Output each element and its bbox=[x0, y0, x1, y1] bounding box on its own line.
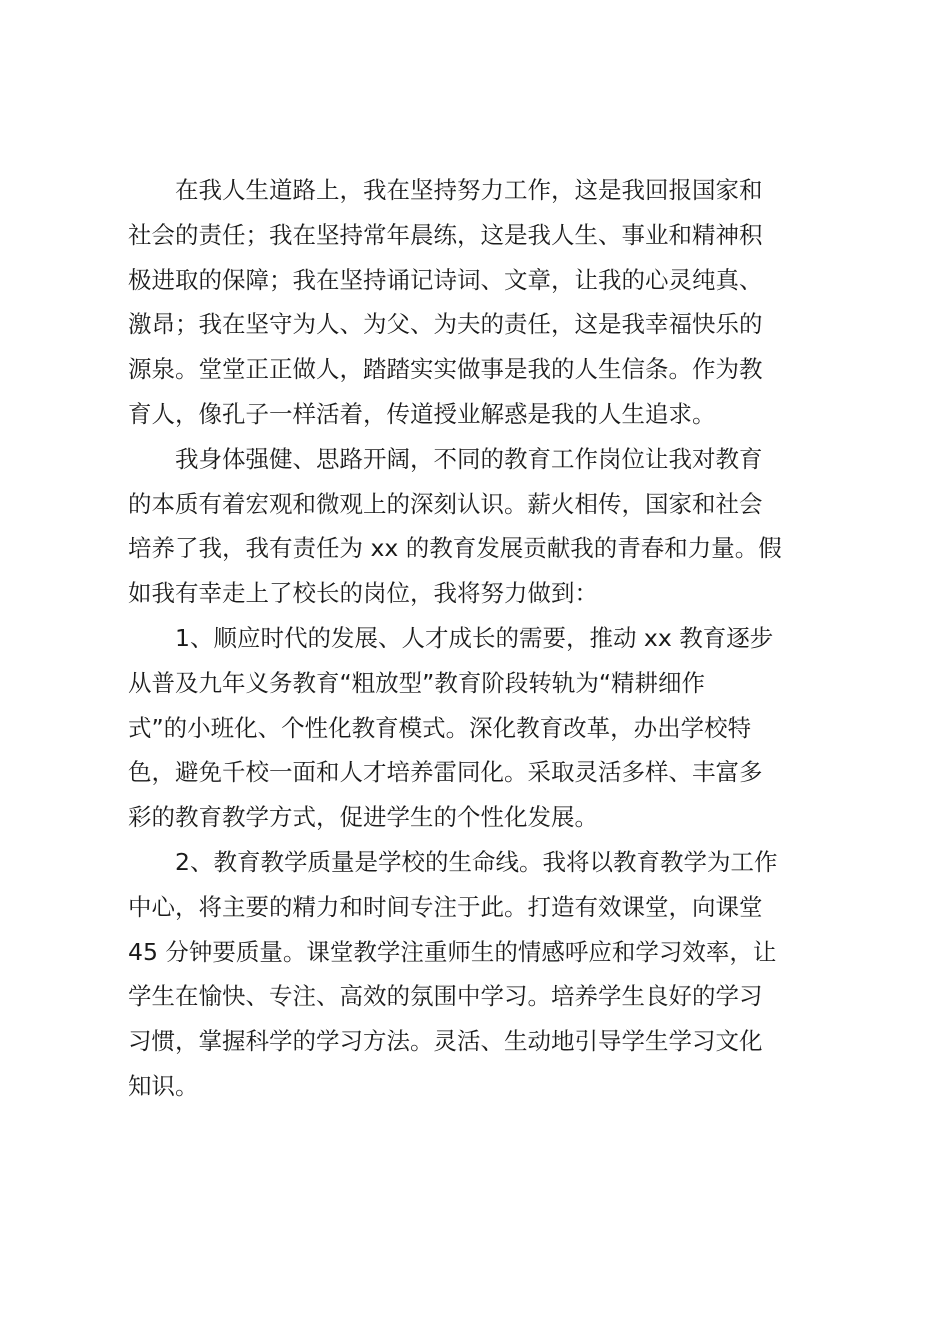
paragraph-line: 源泉。堂堂正正做人，踏踏实实做事是我的人生信条。作为教 bbox=[128, 355, 763, 384]
paragraph-line: 45 分钟要质量。课堂教学注重师生的情感呼应和学习效率，让 bbox=[128, 937, 777, 966]
paragraph-line: 彩的教育教学方式，促进学生的个性化发展。 bbox=[128, 803, 598, 832]
paragraph-line: 2、教育教学质量是学校的生命线。我将以教育教学为工作 bbox=[175, 847, 778, 876]
paragraph-line: 色，避免千校一面和人才培养雷同化。采取灵活多样、丰富多 bbox=[128, 758, 763, 787]
paragraph-line: 激昂；我在坚守为人、为父、为夫的责任，这是我幸福快乐的 bbox=[128, 310, 763, 339]
paragraph-2 bbox=[128, 437, 840, 616]
paragraph-line: 的本质有着宏观和微观上的深刻认识。薪火相传，国家和社会 bbox=[128, 489, 763, 518]
paragraph-line: 极进取的保障；我在坚持诵记诗词、文章，让我的心灵纯真、 bbox=[128, 265, 763, 294]
paragraph-line: 学生在愉快、专注、高效的氛围中学习。培养学生良好的学习 bbox=[128, 982, 763, 1011]
document-body bbox=[128, 168, 840, 1109]
paragraph-line: 如我有幸走上了校长的岗位，我将努力做到： bbox=[128, 579, 598, 608]
paragraph-line: 育人，像孔子一样活着，传道授业解惑是我的人生追求。 bbox=[128, 399, 716, 428]
paragraph-1 bbox=[128, 168, 840, 437]
paragraph-3 bbox=[128, 616, 840, 840]
paragraph-line: 在我人生道路上，我在坚持努力工作，这是我回报国家和 bbox=[175, 176, 763, 204]
paragraph-line: 1、顺应时代的发展、人才成长的需要，推动 xx 教育逐步 bbox=[175, 623, 774, 652]
paragraph-line: 培养了我，我有责任为 xx 的教育发展贡献我的青春和力量。假 bbox=[128, 534, 782, 563]
paragraph-line: 社会的责任；我在坚持常年晨练，这是我人生、事业和精神积 bbox=[128, 220, 763, 249]
paragraph-line: 习惯，掌握科学的学习方法。灵活、生动地引导学生学习文化 bbox=[128, 1027, 763, 1056]
paragraph-line: 我身体强健、思路开阔，不同的教育工作岗位让我对教育 bbox=[175, 444, 763, 473]
paragraph-4 bbox=[128, 840, 840, 1109]
paragraph-line: 式”的小班化、个性化教育模式。深化教育改革，办出学校特 bbox=[128, 713, 752, 742]
paragraph-line: 中心，将主要的精力和时间专注于此。打造有效课堂，向课堂 bbox=[128, 892, 763, 921]
paragraph-line: 从普及九年义务教育“粗放型”教育阶段转轨为“精耕细作 bbox=[128, 668, 706, 697]
paragraph-line: 知识。 bbox=[128, 1071, 199, 1100]
